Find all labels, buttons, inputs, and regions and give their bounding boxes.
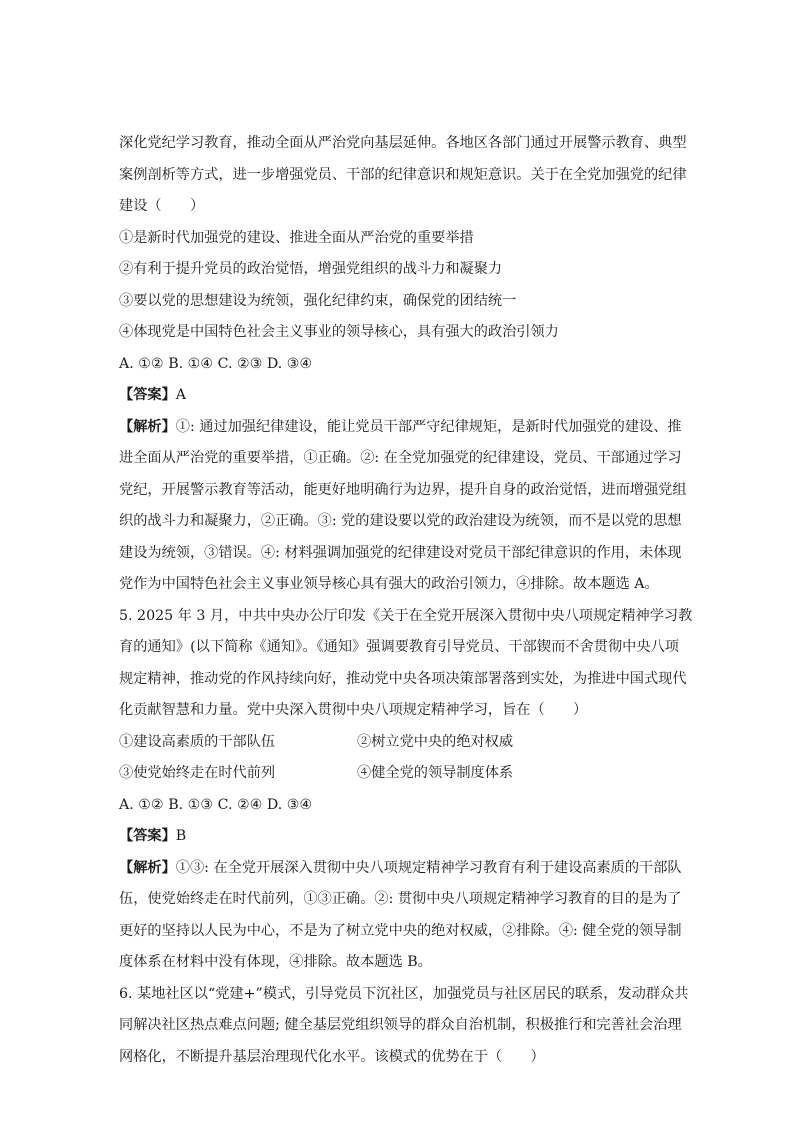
- q4-analysis-line-1: [119, 412, 682, 444]
- question-4: [119, 128, 687, 601]
- q4-option-2: ②有利于提升党员的政治觉悟，增强党组织的战斗力和凝聚力: [119, 261, 503, 277]
- q5-choices: A. ①② B. ①③ C. ②④ D. ③④: [119, 796, 313, 813]
- analysis-text: ①: 通过加强纪律建设，能让党员干部严守纪律规矩，是新时代加强党的建设、推: [175, 418, 682, 435]
- answer-value: B: [175, 828, 187, 844]
- answer-tag: 【答案】: [119, 387, 176, 403]
- q4-analysis-line-4: 织的战斗力和凝聚力，②正确。③: 党的建设要以党的政治建设为统领，而不是以党的思想: [119, 513, 682, 529]
- analysis-text: ①③: 在全党开展深入贯彻中央八项规定精神学习教育有利于建设高素质的干部队: [175, 859, 682, 876]
- q6-stem-line-3: 网格化，不断提升基层治理现代化水平。该模式的优势在于（ ）: [119, 1048, 545, 1065]
- q4-analysis-line-5: 建设为统领，③错误。④: 材料强调加强党的纪律建设对党员干部纪律意识的作用，未体现: [119, 544, 682, 561]
- q5-stem-line-2: 育的通知》(以下简称《通知》。《通知》强调要教育引导党员、干部锲而不舍贯彻中央八项: [119, 639, 679, 655]
- q4-analysis-line-2: 进全面从严治党的重要举措，①正确。②: 在全党加强党的纪律建设，党员、干部通过学习: [119, 450, 682, 466]
- q5-analysis-line-4: 度体系在材料中没有体现，④排除。故本题选 B。: [119, 954, 432, 970]
- analysis-tag: 【解析】: [119, 418, 176, 435]
- q5-answer: [119, 821, 679, 853]
- q5-stem-line-3: 规定精神，推动党的作风持续向好，推动党中央各项决策部署落到实处，为推进中国式现代: [119, 670, 687, 687]
- q6-stem-line-2: 同解决社区热点难点问题; 健全基层党组织领导的群众自治机制，积极推行和完善社会治理: [119, 1017, 682, 1033]
- question-6: [119, 979, 689, 1074]
- q6-stem-line-1: 6. 某地社区以“党建+”模式，引导党员下沉社区，加强党员与社区居民的联系，发动群众共: [119, 985, 689, 1002]
- q4-stem-line-2: 案例剖析等方式，进一步增强党员、干部的纪律意识和规矩意识。关于在全党加强党的纪律: [119, 166, 687, 183]
- q5-option-4: ④健全党的领导制度体系: [357, 765, 514, 781]
- q4-option-3: ③要以党的思想建设为统领，强化纪律约束，确保党的团结统一: [119, 292, 517, 309]
- q5-option-3: ③使党始终走在时代前列: [119, 765, 276, 781]
- q5-analysis-line-1: [119, 853, 682, 885]
- q4-analysis-line-6: 党作为中国特色社会主义事业领导核心具有强大的政治引领力，④排除。故本题选 A。: [119, 576, 659, 592]
- q4-option-4: ④体现党是中国特色社会主义事业的领导核心，具有强大的政治引领力: [119, 324, 559, 340]
- q4-analysis-line-3: 党纪，开展警示教育等活动，能更好地明确行为边界，提升自身的政治觉悟，进而增强党组: [119, 481, 687, 498]
- q5-option-2: ②树立党中央的绝对权威: [357, 733, 514, 750]
- q4-option-1: ①是新时代加强党的建设、推进全面从严治党的重要举措: [119, 229, 474, 246]
- answer-value: A: [175, 387, 187, 403]
- q5-options-row-2: [119, 758, 679, 790]
- q5-stem-line-4: 化贡献智慧和力量。党中央深入贯彻中央八项规定精神学习，旨在（ ）: [119, 702, 588, 718]
- q4-stem-line-1: 深化党纪学习教育，推动全面从严治党向基层延伸。各地区各部门通过开展警示教育、典型: [119, 135, 687, 151]
- q5-options-row-1: [119, 727, 679, 759]
- question-5: [119, 601, 693, 979]
- q4-choices: A. ①② B. ①④ C. ②③ D. ③④: [119, 355, 313, 372]
- q5-analysis-line-2: 伍，使党始终走在时代前列，①③正确。②: 贯彻中央八项规定精神学习教育的目的是为了: [119, 891, 682, 907]
- q5-stem-line-1: 5. 2025 年 3 月，中共中央办公厅印发《关于在全党开展深入贯彻中央八项规定精神学习教: [119, 607, 693, 624]
- q4-answer: [119, 380, 679, 412]
- q4-stem-line-3: 建设（ ）: [119, 198, 205, 214]
- answer-tag: 【答案】: [119, 828, 176, 844]
- analysis-tag: 【解析】: [119, 859, 176, 876]
- document-page: [119, 128, 693, 1073]
- q5-option-1: ①建设高素质的干部队伍: [119, 733, 276, 750]
- q5-analysis-line-3: 更好的坚持以人民为中心，不是为了树立党中央的绝对权威，②排除。④: 健全党的领导制: [119, 922, 682, 939]
